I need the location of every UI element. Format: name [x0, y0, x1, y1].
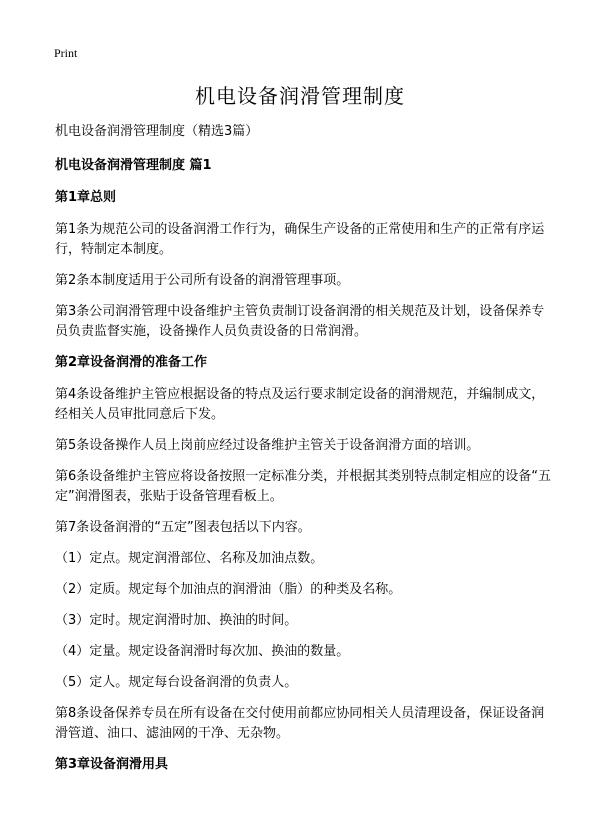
list-item-5: （5）定人。规定每台设备润滑的负责人。: [55, 675, 298, 690]
article-6: 第6条设备维护主管应将设备按照一定标准分类，并根据其类别特点制定相应的设备“五定”润滑图表，张贴于设备管理看板上。: [55, 469, 552, 504]
list-item-2: （2）定质。规定每个加油点的润滑油（脂）的种类及名称。: [55, 582, 402, 597]
chapter-2-heading: 第2章设备润滑的准备工作: [55, 355, 208, 370]
article-3: 第3条公司润滑管理中设备维护主管负责制订设备润滑的相关规范及计划，设备保养专员负责监督实施，设备操作人员负责设备的日常润滑。: [55, 304, 545, 339]
document-subtitle: 机电设备润滑管理制度（精选3篇）: [55, 124, 259, 139]
print-label: Print: [54, 46, 78, 60]
document-title: 机电设备润滑管理制度: [195, 84, 405, 108]
list-item-1: （1）定点。规定润滑部位、名称及加油点数。: [55, 551, 324, 566]
document-body: [55, 122, 555, 787]
article-8: 第8条设备保养专员在所有设备在交付使用前都应协同相关人员清理设备，保证设备润滑管道、油口、滤油网的干净、无杂物。: [55, 706, 545, 741]
chapter-1-heading: 第1章总则: [55, 190, 117, 205]
article-1: 第1条为规范公司的设备润滑工作行为，确保生产设备的正常使用和生产的正常有序运行，特制定本制度。: [55, 222, 545, 257]
article-7: 第7条设备润滑的“五定”图表包括以下内容。: [55, 520, 311, 535]
chapter-3-heading: 第3章设备润滑用具: [55, 757, 169, 772]
article-4: 第4条设备维护主管应根据设备的特点及运行要求制定设备的润滑规范，并编制成文，经相关人员审批同意后下发。: [55, 387, 545, 422]
section-title: 机电设备润滑管理制度 篇1: [55, 158, 212, 173]
list-item-4: （4）定量。规定设备润滑时每次加、换油的数量。: [55, 644, 350, 659]
list-item-3: （3）定时。规定润滑时加、换油的时间。: [55, 613, 298, 628]
article-2: 第2条本制度适用于公司所有设备的润滑管理事项。: [55, 273, 350, 288]
article-5: 第5条设备操作人员上岗前应经过设备维护主管关于设备润滑方面的培训。: [55, 438, 480, 453]
